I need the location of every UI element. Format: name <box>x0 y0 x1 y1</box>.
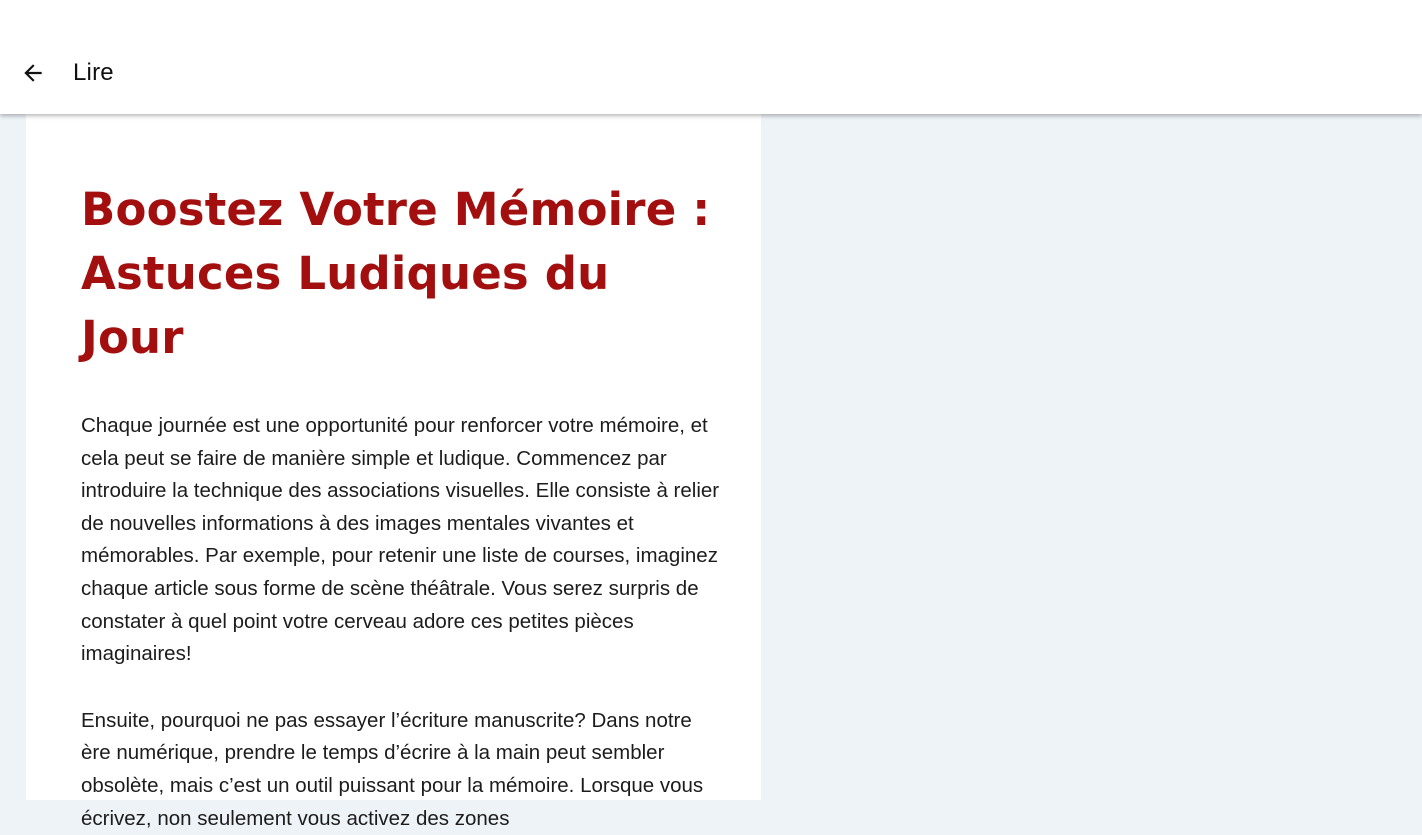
top-app-bar <box>0 0 1422 114</box>
article-title: Boostez Votre Mémoire : Astuces Ludiques du Jour <box>81 183 711 364</box>
app-bar-title: Lire <box>73 59 114 86</box>
article-panel[interactable] <box>26 114 761 830</box>
article-paragraph-1: Chaque journée est une opportunité pour renforcer votre mémoire, et cela peut se faire de manière simple et ludique. Commencez par introduire la technique des associations visuelles. Elle consiste à relier de nouvelles informations à des images mentales vivantes et mémorables. Par exemple, pour retenir une liste de courses, imaginez chaque article sous forme de scène théâtrale. Vous serez surpris de constater à quel point votre cerveau adore ces petites pièces imaginaires! <box>81 414 720 666</box>
article-content <box>81 178 721 835</box>
arrow-back-icon <box>20 60 46 86</box>
article-paragraph-2: Ensuite, pourquoi ne pas essayer l’écriture manuscrite? Dans notre ère numérique, prendre le temps d’écrire à la main peut sembler obsolète, mais c’est un outil puissant pour la mémoire. Lorsque vous écrivez, non seulement vous activez des zones <box>81 708 704 830</box>
back-button[interactable] <box>10 50 56 96</box>
